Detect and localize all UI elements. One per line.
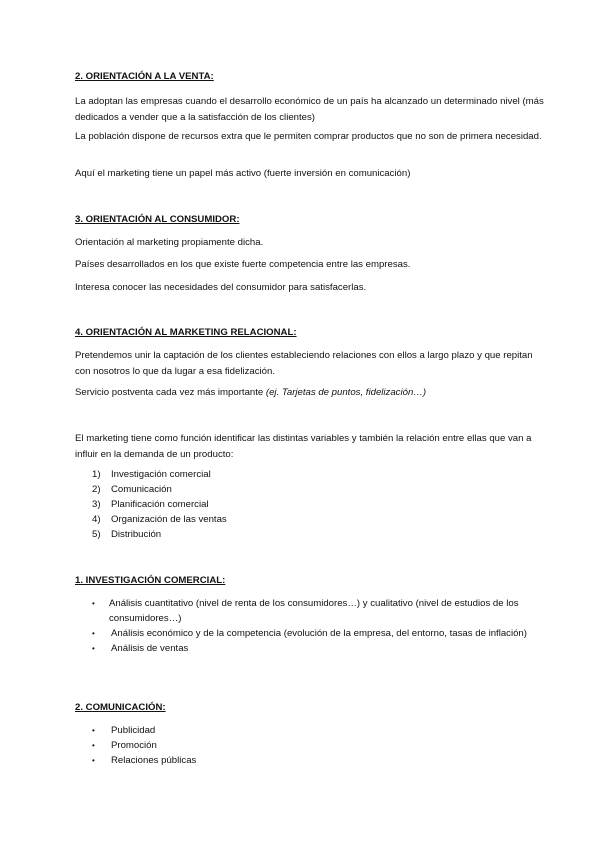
- list-item: 4) Organización de las ventas: [92, 514, 227, 525]
- bullet-icon: •: [92, 756, 95, 765]
- list-item: 1) Investigación comercial: [92, 469, 211, 480]
- list-item: 2) Comunicación: [92, 484, 172, 495]
- numbered-list: [92, 467, 227, 542]
- paragraph: La población dispone de recursos extra que le permiten comprar productos que no son de primera necesidad.: [75, 131, 542, 142]
- list-item: 5) Distribución: [92, 529, 162, 540]
- list-item: • Análisis económico y de la competencia (evolución de la empresa, del entorno, tasas de inflación): [92, 628, 527, 639]
- paragraph-text: Servicio postventa cada vez más importante: [75, 387, 266, 398]
- list-item: 3) Planificación comercial: [92, 499, 209, 510]
- bullet-icon: •: [92, 726, 95, 735]
- list-item: • Promoción: [92, 740, 157, 751]
- paragraph: Orientación al marketing propiamente dicha.: [75, 237, 264, 248]
- paragraph: [75, 385, 545, 401]
- section-heading-investigacion-comercial: 1. INVESTIGACIÓN COMERCIAL:: [75, 575, 226, 586]
- paragraph: Países desarrollados en los que existe fuerte competencia entre las empresas.: [75, 259, 411, 270]
- list-item: • Análisis cuantitativo (nivel de renta de los consumidores…) y cualitativo (nivel de estudios de los consumidores…): [92, 598, 519, 624]
- paragraph: Interesa conocer las necesidades del consumidor para satisfacerlas.: [75, 282, 367, 293]
- section-heading-marketing-relacional: 4. ORIENTACIÓN AL MARKETING RELACIONAL:: [75, 327, 297, 338]
- section-heading-comunicacion: 2. COMUNICACIÓN:: [75, 702, 166, 713]
- paragraph: La adoptan las empresas cuando el desarrollo económico de un país ha alcanzado un determinado nivel (más dedicados a vender que a la satisfacción de los clientes): [75, 96, 544, 123]
- bullet-list: [92, 596, 542, 656]
- paragraph: El marketing tiene como función identificar las distintas variables y también la relación entre ellas que van a influir en la demanda de un producto:: [75, 433, 532, 460]
- section-heading-orientacion-consumidor: 3. ORIENTACIÓN AL CONSUMIDOR:: [75, 214, 240, 225]
- list-item: • Relaciones públicas: [92, 755, 197, 766]
- bullet-icon: •: [92, 644, 95, 653]
- bullet-icon: •: [92, 741, 95, 750]
- section-heading-orientacion-venta: 2. ORIENTACIÓN A LA VENTA:: [75, 71, 214, 82]
- bullet-list: [92, 723, 542, 768]
- bullet-icon: •: [92, 599, 95, 608]
- list-item: • Publicidad: [92, 725, 156, 736]
- paragraph-example: (ej. Tarjetas de puntos, fidelización…): [265, 387, 427, 398]
- bullet-icon: •: [92, 629, 95, 638]
- paragraph: Aquí el marketing tiene un papel más activo (fuerte inversión en comunicación): [75, 168, 411, 179]
- paragraph: Pretendemos unir la captación de los clientes estableciendo relaciones con ellos a largo plazo y que repitan con nosotros lo que da lugar a esa fidelización.: [75, 350, 533, 377]
- list-item: • Análisis de ventas: [92, 643, 189, 654]
